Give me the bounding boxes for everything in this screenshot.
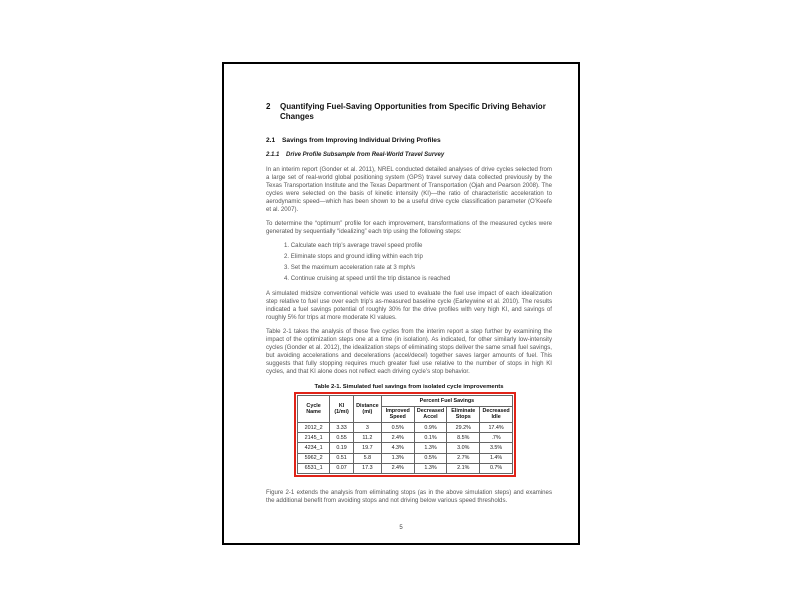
column-header-decreased-idle: Decreased Idle (480, 406, 513, 422)
table-caption: Table 2-1. Simulated fuel savings from isolated cycle improvements (314, 384, 504, 391)
table-cell: 3.0% (447, 443, 480, 453)
column-header-decreased-accel: Decreased Accel (414, 406, 447, 422)
table-cell: 2.4% (381, 433, 414, 443)
table-cell: 3 (353, 423, 381, 433)
column-header-improved-speed: Improved Speed (381, 406, 414, 422)
table-cell: 0.9% (414, 423, 447, 433)
table-cell: 2.1% (447, 463, 480, 473)
table-cell: 2145_1 (298, 433, 330, 443)
subsubsection-number: 2.1.1 (266, 152, 280, 159)
page-content (266, 102, 552, 511)
table-row (298, 433, 513, 443)
table-cell: 8.5% (447, 433, 480, 443)
document-page (222, 62, 580, 545)
table-cell: 5962_2 (298, 453, 330, 463)
list-item: 2. Eliminate stops and ground idling within each trip (284, 253, 423, 261)
table-cell: 17.3 (353, 463, 381, 473)
subsubsection-heading (266, 152, 552, 160)
paragraph-2: To determine the “optimum” profile for each improvement, transformations of the measured cycles were generated by sequentially “idealizing” each trip using the following steps: (266, 220, 552, 236)
subsubsection-title: Drive Profile Subsample from Real-World Travel Survey (286, 152, 445, 159)
column-header-eliminate-stops: Eliminate Stops (447, 406, 480, 422)
section-title: Quantifying Fuel-Saving Opportunities from Specific Driving Behavior Changes (280, 102, 546, 122)
page-number: 5 (399, 525, 403, 531)
column-group-header: Percent Fuel Savings (381, 396, 512, 406)
table-cell: 11.2 (353, 433, 381, 443)
table-body (298, 423, 513, 474)
column-header-ki: KI (1/mi) (330, 396, 354, 423)
table-row (298, 453, 513, 463)
table-cell: 2.4% (381, 463, 414, 473)
table-red-annotation-box (294, 392, 516, 477)
subsection-title: Savings from Improving Individual Driving Profiles (282, 136, 441, 144)
table-row (298, 463, 513, 473)
table-cell: .7% (480, 433, 513, 443)
closing-paragraph: Figure 2-1 extends the analysis from eliminating stops (as in the above simulation steps) and examines the additional benefit from avoiding stops and not driving below various speed thresholds. (266, 489, 552, 505)
table-cell: 0.19 (330, 443, 354, 453)
table-cell: 29.2% (447, 423, 480, 433)
table-cell: 2.7% (447, 453, 480, 463)
table-row (298, 423, 513, 433)
table-cell: 1.3% (381, 453, 414, 463)
subsection-heading (266, 137, 552, 146)
paragraph-4: Table 2-1 takes the analysis of these five cycles from the interim report a step further by examining the impact of the optimization steps one at a time (in isolation). As indicated, for other similarly low-intensity cycles (Gonder et al. 2012), the idealization steps of eliminating stops deliver the same small fuel savings, but avoiding accelerations and decelerations (accel/decel) together saves larger amounts of fuel. This suggests that fully stopping requires much greater fuel use relative to the number of stops in high KI cycles, and that KI alone does not reflect each driving cycle’s stop behavior. (266, 328, 552, 376)
table-cell: 0.7% (480, 463, 513, 473)
column-header-cycle: Cycle Name (298, 396, 330, 423)
list-item: 1. Calculate each trip’s average travel speed profile (284, 242, 423, 250)
table-cell: 0.1% (414, 433, 447, 443)
table-cell: 4234_1 (298, 443, 330, 453)
table-cell: 5.8 (353, 453, 381, 463)
table-cell: 6531_1 (298, 463, 330, 473)
table-cell: 1.3% (414, 443, 447, 453)
table-cell: 1.4% (480, 453, 513, 463)
table-cell: 19.7 (353, 443, 381, 453)
section-number: 2 (266, 102, 271, 111)
table-cell: 17.4% (480, 423, 513, 433)
table-cell: 3.33 (330, 423, 354, 433)
table-cell: 0.5% (381, 423, 414, 433)
column-header-distance: Distance (mi) (353, 396, 381, 423)
table-cell: 0.5% (414, 453, 447, 463)
table-cell: 0.55 (330, 433, 354, 443)
idealization-steps-list (284, 242, 552, 283)
table-row (298, 443, 513, 453)
table-cell: 4.3% (381, 443, 414, 453)
table-cell: 0.07 (330, 463, 354, 473)
paragraph-1: In an interim report (Gonder et al. 2011), NREL conducted detailed analyses of drive cycles selected from a large set of real-world global positioning system (GPS) travel survey data collected previously by the Texas Transportation Institute and the Texas Department of Transportation (Ojah and Pearson 2008). The cycles were selected on the basis of kinetic intensity (KI)—the ratio of characteristic acceleration to aerodynamic speed—which has been shown to be a useful drive cycle classification parameter (O’Keefe et al. 2007). (266, 166, 552, 214)
list-item: 4. Continue cruising at speed until the trip distance is reached (284, 275, 451, 283)
list-item: 3. Set the maximum acceleration rate at 3 mph/s (284, 264, 416, 272)
table-cell: 1.3% (414, 463, 447, 473)
section-heading (266, 102, 552, 123)
table-cell: 0.51 (330, 453, 354, 463)
paragraph-3: A simulated midsize conventional vehicle was used to evaluate the fuel use impact of each idealization step relative to fuel use over each trip’s as-measured baseline cycle (Earleywine et al. 2010). The results indicated a fuel savings potential of roughly 30% for the drive profiles with very high KI, and savings of roughly 5% for trips at more moderate KI values. (266, 290, 552, 322)
table-cell: 2012_2 (298, 423, 330, 433)
subsection-number: 2.1 (266, 136, 276, 144)
table-cell: 3.5% (480, 443, 513, 453)
fuel-savings-table (297, 395, 513, 474)
table-header (298, 396, 513, 423)
